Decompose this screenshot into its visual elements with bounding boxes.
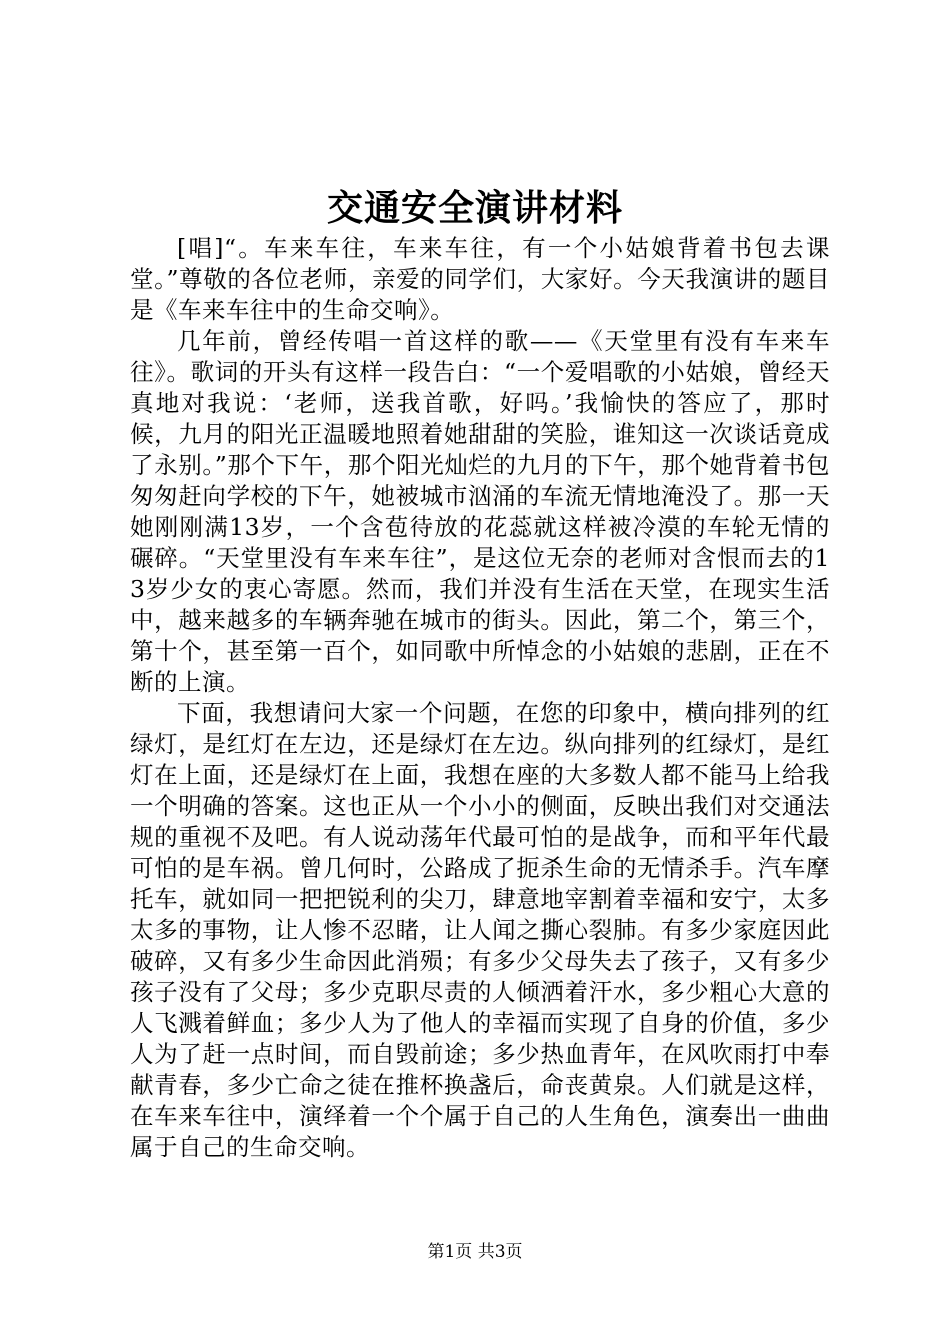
paragraph-song-story: 几年前，曾经传唱一首这样的歌——《天堂里有没有车来车往》。歌词的开头有这样一段告白：“一个爱唱歌的小姑娘，曾经天真地对我说：‘老师，送我首歌，好吗。’我愉快的答应了，那时候，九月的阳光正温暖地照着她甜甜的笑脸，谁知这一次谈话竟成了永别。”那个下午，那个阳光灿烂的九月的下午，那个她背着书包匆匆赶向学校的下午，她被城市汹涌的车流无情地淹没了。那一天她刚刚满13岁，一个含苞待放的花蕊就这样被冷漠的车轮无情的碾碎。“天堂里没有车来车往”，是这位无奈的老师对含恨而去的13岁少女的衷心寄愿。然而，我们并没有生活在天堂，在现实生活中，越来越多的车辆奔驰在城市的街头。因此，第二个，第三个，第十个，甚至第一百个，如同歌中所悼念的小姑娘的悲剧，正在不断的上演。	[130, 327, 830, 696]
page-number-footer: 第1页 共3页	[427, 1242, 523, 1262]
document-title: 交通安全演讲材料	[326, 187, 623, 229]
paragraph-opening: [唱]“。车来车往，车来车往，有一个小姑娘背着书包去课堂。”尊敬的各位老师，亲爱的同学们，大家好。今天我演讲的题目是《车来车往中的生命交响》。	[130, 234, 830, 324]
document-body	[130, 233, 830, 1163]
paragraph-traffic-lights: 下面，我想请问大家一个问题，在您的印象中，横向排列的红绿灯，是红灯在左边，还是绿灯在左边。纵向排列的红绿灯，是红灯在上面，还是绿灯在上面，我想在座的大多数人都不能马上给我一个明确的答案。这也正从一个小小的侧面，反映出我们对交通法规的重视不及吧。有人说动荡年代最可怕的是战争，而和平年代最可怕的是车祸。曾几何时，公路成了扼杀生命的无情杀手。汽车摩托车，就如同一把把锐利的尖刀，肆意地宰割着幸福和安宁，太多太多的事物，让人惨不忍睹，让人闻之撕心裂肺。有多少家庭因此破碎，又有多少生命因此消殒；有多少父母失去了孩子，又有多少孩子没有了父母；多少克职尽责的人倾洒着汗水，多少粗心大意的人飞溅着鲜血；多少人为了他人的幸福而实现了自身的价值，多少人为了赶一点时间，而自毁前途；多少热血青年，在风吹雨打中奉献青春，多少亡命之徒在推杯换盏后，命丧黄泉。人们就是这样，在车来车往中，演绎着一个个属于自己的人生角色，演奏出一曲曲属于自己的生命交响。	[130, 699, 830, 1161]
